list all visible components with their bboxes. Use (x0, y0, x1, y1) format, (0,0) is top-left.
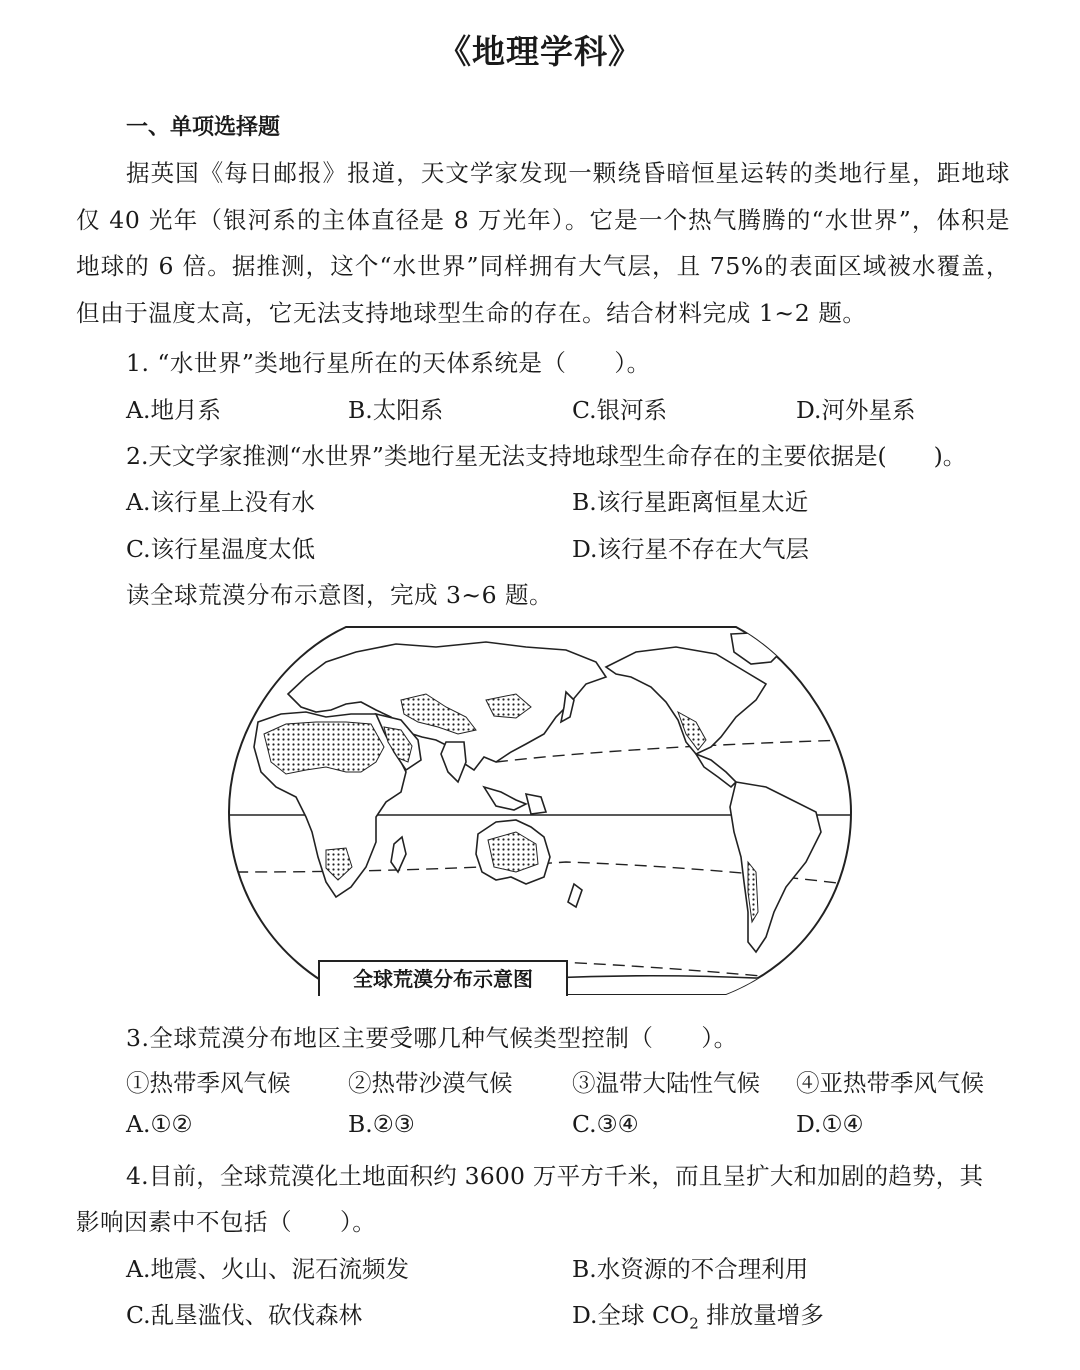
q4-option-d-subscript: 2 (689, 1314, 699, 1333)
q3-climate-1: ①热带季风气候 (126, 1069, 291, 1097)
q3-climate-3: ③温带大陆性气候 (572, 1069, 760, 1097)
q1-option-c: C.银河系 (572, 396, 668, 424)
q4-option-d (572, 1296, 824, 1333)
q4-option-d-prefix: D.全球 CO (572, 1301, 690, 1329)
intro-paragraph: 据英国《每日邮报》报道，天文学家发现一颗绕昏暗恒星运转的类地行星，距地球仅 40 光年（银河系的主体直径是 8 万光年）。它是一个热气腾腾的“水世界”，体积是地球的 6 倍。据推测，这个“水世界”同样拥有大气层，且 75%的表面区域被水覆盖，但由于温度太高，它无法支持地球型生命的存在。结合材料完成 1~2 题。 (76, 159, 1010, 327)
world-desert-map (226, 622, 854, 996)
q2-option-d: D.该行星不存在大气层 (572, 535, 809, 563)
q4-option-d-suffix: 排放量增多 (698, 1301, 824, 1329)
q3-stem: 3.全球荒漠分布地区主要受哪几种气候类型控制（ ）。 (126, 1024, 738, 1052)
q3-option-b: B.②③ (348, 1110, 415, 1138)
q3-climate-2: ②热带沙漠气候 (348, 1069, 513, 1097)
q3-option-a: A.①② (126, 1110, 193, 1138)
q4-option-c: C.乱垦滥伐、砍伐森林 (126, 1301, 363, 1329)
q2-option-c: C.该行星温度太低 (126, 535, 316, 563)
q4-option-b: B.水资源的不合理利用 (572, 1255, 809, 1283)
q3-climate-4: ④亚热带季风气候 (796, 1069, 984, 1097)
q1-option-b: B.太阳系 (348, 396, 444, 424)
sahara-desert (264, 722, 384, 774)
map-caption: 全球荒漠分布示意图 (318, 960, 568, 996)
q2-option-b: B.该行星距离恒星太近 (572, 488, 809, 516)
q3-option-c: C.③④ (572, 1110, 639, 1138)
q2-stem: 2.天文学家推测“水世界”类地行星无法支持地球型生命存在的主要依据是( )。 (126, 442, 967, 470)
page-title: 《地理学科》 (438, 32, 642, 71)
q1-option-d: D.河外星系 (796, 396, 916, 424)
q4-option-a: A.地震、火山、泥石流频发 (126, 1255, 409, 1283)
section-heading: 一、单项选择题 (126, 115, 281, 140)
q4-stem-line1: 4.目前，全球荒漠化土地面积约 3600 万平方千米，而且呈扩大和加剧的趋势，其 (126, 1162, 984, 1190)
q2-option-a: A.该行星上没有水 (126, 488, 315, 516)
q4-stem-line2: 影响因素中不包括（ ）。 (76, 1208, 377, 1236)
q1-stem: 1. “水世界”类地行星所在的天体系统是（ ）。 (126, 349, 651, 377)
q3-option-d: D.①④ (796, 1110, 864, 1138)
q1-option-a: A.地月系 (126, 396, 221, 424)
map-intro: 读全球荒漠分布示意图，完成 3~6 题。 (126, 581, 554, 609)
